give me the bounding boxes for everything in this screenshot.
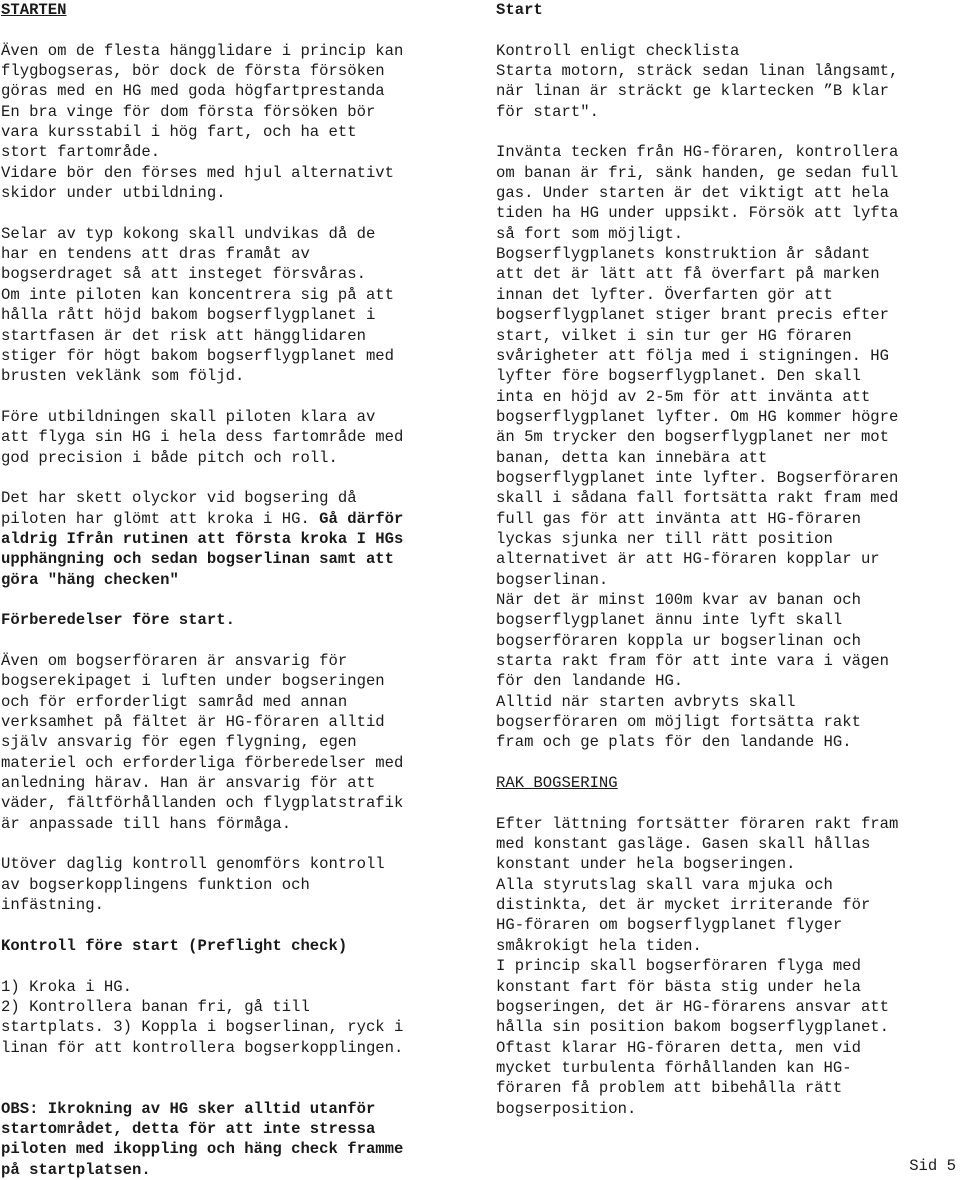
- line-text: Även om bogserföraren är ansvarig för: [1, 652, 348, 670]
- line-text: bogserflygplanet inte lyfter. Bogserföraren: [496, 468, 899, 487]
- line-text: Om inte piloten kan koncentrera sig på att: [1, 285, 395, 304]
- text-line: [496, 651, 958, 671]
- line-text: Förberedelser före start.: [1, 611, 235, 630]
- line-text: om banan är fri, sänk handen, ge sedan full: [496, 163, 899, 182]
- text-line: [496, 732, 958, 752]
- line-text-bold: Gå därför: [319, 509, 404, 528]
- line-text: 1) Kroka i HG.: [1, 977, 133, 996]
- text-line: [1, 305, 479, 325]
- line-text: än 5m trycker den bogserflygplanet ner mot: [496, 428, 890, 447]
- line-text: göras med en HG med goda högfartprestanda: [1, 82, 385, 101]
- line-text: Start: [496, 1, 543, 19]
- text-line: [496, 1038, 958, 1058]
- blank-line: [1, 203, 479, 223]
- text-line: [496, 977, 958, 997]
- text-line: [496, 102, 958, 122]
- line-text: En bra vinge för dom första försöken bör: [1, 102, 376, 121]
- line-text: piloten med ikoppling och häng check framme: [1, 1140, 404, 1159]
- line-text: svårigheter att följa med i stigningen. HG: [496, 346, 890, 365]
- line-text: skidor under utbildning.: [1, 184, 226, 203]
- text-line: [496, 610, 958, 630]
- line-text: av bogserkopplingens funktion och: [1, 875, 310, 894]
- text-line: [496, 915, 958, 935]
- page-number: Sid 5: [909, 1157, 956, 1175]
- line-text: bogserdraget så att insteget försvåras.: [1, 265, 366, 284]
- text-line: [496, 570, 958, 590]
- line-text: anledning härav. Han är ansvarig för att: [1, 774, 376, 793]
- text-line: [1, 142, 479, 162]
- blank-line: [496, 793, 958, 813]
- blank-line: [1, 834, 479, 854]
- line-text: hålla rått höjd bakom bogserflygplanet i: [1, 306, 376, 325]
- line-text: god precision i både pitch och roll.: [1, 448, 338, 467]
- line-text: Efter lättning fortsätter föraren rakt fram: [496, 814, 899, 833]
- line-text: gas. Under starten är det viktigt att hela: [496, 184, 890, 203]
- text-line: [496, 1017, 958, 1037]
- text-line: [1, 1139, 479, 1159]
- text-line: [1, 875, 479, 895]
- line-text: fram och ge plats för den landande HG.: [496, 733, 852, 752]
- line-text: Det har skett olyckor vid bogsering då: [1, 489, 357, 508]
- line-text: bogserflygplanet lyfter. Om HG kommer högre: [496, 407, 899, 426]
- line-text: infästning.: [1, 896, 104, 915]
- line-text: vara kursstabil i hög fart, och ha ett: [1, 123, 357, 142]
- blank-line: [496, 122, 958, 142]
- text-line: [1, 814, 479, 834]
- text-line: [1, 366, 479, 386]
- blank-line: [1, 20, 479, 40]
- line-text: på startplatsen.: [1, 1160, 151, 1179]
- text-line: [1, 285, 479, 305]
- text-line: [496, 346, 958, 366]
- line-text: alternativet är att HG-föraren kopplar ur: [496, 550, 880, 569]
- blank-line: [1, 631, 479, 651]
- text-line: [1, 81, 479, 101]
- text-line: [496, 875, 958, 895]
- text-line: [496, 488, 958, 508]
- text-line: [496, 0, 958, 20]
- line-text: aldrig Ifrån rutinen att första kroka I HGs: [1, 529, 404, 548]
- line-text: när linan är sträckt ge klartecken ”B klar: [496, 82, 890, 101]
- line-text: distinkta, det är mycket irriterande för: [496, 896, 871, 915]
- text-line: [1, 1038, 479, 1058]
- text-line: [1, 1099, 479, 1119]
- text-line: [496, 264, 958, 284]
- text-line: [496, 224, 958, 244]
- text-line: [1, 854, 479, 874]
- line-text: Invänta tecken från HG-föraren, kontrollera: [496, 143, 899, 162]
- text-line: [496, 1078, 958, 1098]
- text-line: [1, 346, 479, 366]
- text-line: [1, 122, 479, 142]
- text-line: [496, 671, 958, 691]
- line-text: konstant fart för bästa stig under hela: [496, 977, 861, 996]
- text-line: [496, 895, 958, 915]
- text-line: [1, 997, 479, 1017]
- line-text: brusten veklänk som följd.: [1, 367, 245, 386]
- text-line: [496, 631, 958, 651]
- blank-line: [1, 590, 479, 610]
- text-line: [496, 427, 958, 447]
- text-line: [496, 997, 958, 1017]
- blank-line: [496, 20, 958, 40]
- line-text: och för erforderligt samråd med annan: [1, 692, 348, 711]
- text-line: [496, 407, 958, 427]
- text-line: [496, 285, 958, 305]
- text-line: [1, 0, 479, 20]
- line-text: STARTEN: [1, 1, 67, 19]
- line-text: för den landande HG.: [496, 672, 684, 691]
- text-line: [1, 407, 479, 427]
- text-line: [1, 1017, 479, 1037]
- line-text: startplats. 3) Koppla i bogserlinan, ryck i: [1, 1018, 404, 1037]
- text-line: [1, 224, 479, 244]
- line-text: startfasen är det risk att hängglidaren: [1, 326, 366, 345]
- line-text: bogserflygplanet stiger brant precis efter: [496, 306, 890, 325]
- text-line: [496, 305, 958, 325]
- text-line: [496, 468, 958, 488]
- line-text: föraren få problem att bibehålla rätt: [496, 1079, 843, 1098]
- text-line: [1, 570, 479, 590]
- line-text: bogserflygplanet ännu inte lyft skall: [496, 611, 843, 630]
- line-text: inta en höjd av 2-5m för att invänta att: [496, 387, 871, 406]
- line-text: startområdet, detta för att inte stressa: [1, 1119, 376, 1138]
- blank-line: [1, 956, 479, 976]
- text-line: [496, 142, 958, 162]
- line-text: Även om de flesta hängglidare i princip kan: [1, 41, 404, 60]
- line-text: bogserlinan.: [496, 570, 609, 589]
- text-line: [496, 203, 958, 223]
- text-line: [1, 671, 479, 691]
- line-text: med konstant gasläge. Gasen skall hållas: [496, 835, 871, 854]
- text-line: [1, 529, 479, 549]
- left-text-column: [1, 0, 479, 1180]
- line-text: Starta motorn, sträck sedan linan långsamt,: [496, 62, 899, 81]
- text-line: [496, 1058, 958, 1078]
- text-line: [1, 793, 479, 813]
- line-text: bogserföraren koppla ur bogserlinan och: [496, 631, 861, 650]
- text-line: [496, 854, 958, 874]
- text-line: [1, 549, 479, 569]
- text-line: [496, 814, 958, 834]
- text-line: [496, 509, 958, 529]
- line-text: piloten har glömt att kroka i HG.: [1, 509, 320, 528]
- text-line: [1, 1119, 479, 1139]
- line-text: Före utbildningen skall piloten klara av: [1, 407, 376, 426]
- blank-line: [496, 753, 958, 773]
- blank-line: [1, 1078, 479, 1098]
- line-text: själv ansvarig för egen flygning, egen: [1, 733, 357, 752]
- line-text: väder, fältförhållanden och flygplatstrafik: [1, 794, 404, 813]
- text-line: [496, 936, 958, 956]
- blank-line: [1, 1058, 479, 1078]
- line-text: HG-föraren om bogserflygplanet flyger: [496, 916, 843, 935]
- text-line: [1, 326, 479, 346]
- text-line: [496, 244, 958, 264]
- text-line: [496, 1099, 958, 1119]
- line-text: full gas för att invänta att HG-föraren: [496, 509, 861, 528]
- text-line: [1, 977, 479, 997]
- line-text: mycket turbulenta förhållanden kan HG-: [496, 1058, 852, 1077]
- line-text: Selar av typ kokong skall undvikas då de: [1, 224, 376, 243]
- line-text: Oftast klarar HG-föraren detta, men vid: [496, 1038, 861, 1057]
- text-line: [1, 102, 479, 122]
- line-text: När det är minst 100m kvar av banan och: [496, 590, 861, 609]
- line-text: stiger för högt bakom bogserflygplanet med: [1, 346, 395, 365]
- line-text: Alla styrutslag skall vara mjuka och: [496, 875, 833, 894]
- text-line: [1, 712, 479, 732]
- line-text: småkrokigt hela tiden.: [496, 936, 702, 955]
- line-text: att flyga sin HG i hela dess fartområde med: [1, 428, 404, 447]
- line-text: att det är lätt att få överfart på marken: [496, 265, 880, 284]
- blank-line: [1, 387, 479, 407]
- text-line: [1, 651, 479, 671]
- line-text: linan för att kontrollera bogserkopplingen.: [1, 1038, 404, 1057]
- text-line: [1, 753, 479, 773]
- line-text: skall i sådana fall fortsätta rakt fram med: [496, 489, 899, 508]
- line-text: för start".: [496, 102, 599, 121]
- text-line: [496, 81, 958, 101]
- line-text: 2) Kontrollera banan fri, gå till: [1, 997, 310, 1016]
- line-text: göra "häng checken": [1, 570, 179, 589]
- text-line: [496, 529, 958, 549]
- line-text: är anpassade till hans förmåga.: [1, 814, 292, 833]
- text-line: [496, 834, 958, 854]
- blank-line: [1, 915, 479, 935]
- text-line: [496, 956, 958, 976]
- text-line: [1, 936, 479, 956]
- line-text: RAK BOGSERING: [496, 774, 618, 793]
- line-text: bogserposition.: [496, 1099, 637, 1118]
- text-line: [496, 590, 958, 610]
- line-text: bogseringen, det är HG-förarens ansvar att: [496, 997, 890, 1016]
- text-line: [496, 326, 958, 346]
- line-text: OBS: Ikrokning av HG sker alltid utanför: [1, 1099, 376, 1118]
- text-line: [496, 549, 958, 569]
- line-text: upphängning och sedan bogserlinan samt att: [1, 550, 395, 569]
- line-text: bogserföraren om möjligt fortsätta rakt: [496, 713, 861, 732]
- text-line: [1, 732, 479, 752]
- line-text: konstant under hela bogseringen.: [496, 855, 796, 874]
- text-line: [496, 61, 958, 81]
- blank-line: [1, 468, 479, 488]
- text-line: [1, 509, 479, 529]
- text-line: [496, 448, 958, 468]
- text-line: [496, 163, 958, 183]
- line-text: start, vilket i sin tur ger HG föraren: [496, 326, 852, 345]
- text-line: [1, 427, 479, 447]
- text-line: [496, 183, 958, 203]
- text-line: [1, 448, 479, 468]
- line-text: Kontroll före start (Preflight check): [1, 936, 348, 955]
- text-line: [1, 61, 479, 81]
- line-text: Utöver daglig kontroll genomförs kontroll: [1, 855, 385, 874]
- line-text: Bogserflygplanets konstruktion år sådant: [496, 245, 871, 264]
- text-line: [1, 1160, 479, 1180]
- line-text: tiden ha HG under uppsikt. Försök att lyfta: [496, 204, 899, 223]
- text-line: [1, 183, 479, 203]
- text-line: [1, 895, 479, 915]
- line-text: lyckas sjunka ner till rätt position: [496, 529, 833, 548]
- line-text: Kontroll enligt checklista: [496, 41, 740, 60]
- text-line: [496, 692, 958, 712]
- line-text: hålla sin position bakom bogserflygplanet.: [496, 1018, 890, 1037]
- line-text: flygbogseras, bör dock de första försöken: [1, 62, 385, 81]
- text-line: [1, 163, 479, 183]
- text-line: [1, 488, 479, 508]
- text-line: [496, 366, 958, 386]
- line-text: har en tendens att dras framåt av: [1, 245, 310, 264]
- line-text: I princip skall bogserföraren flyga med: [496, 957, 861, 976]
- line-text: så fort som möjligt.: [496, 224, 684, 243]
- text-line: [496, 41, 958, 61]
- line-text: verksamhet på fältet är HG-föraren alltid: [1, 713, 385, 732]
- text-line: [496, 712, 958, 732]
- line-text: starta rakt fram för att inte vara i vägen: [496, 652, 890, 670]
- text-line: [1, 41, 479, 61]
- line-text: stort fartområde.: [1, 143, 161, 162]
- line-text: lyfter före bogserflygplanet. Den skall: [496, 367, 861, 386]
- line-text: banan, detta kan innebära att: [496, 448, 768, 467]
- text-line: [1, 692, 479, 712]
- text-line: [1, 244, 479, 264]
- line-text: innan det lyfter. Överfarten gör att: [496, 285, 833, 304]
- right-text-column: [496, 0, 958, 1119]
- text-line: [496, 387, 958, 407]
- line-text: Alltid när starten avbryts skall: [496, 692, 796, 711]
- line-text: materiel och erforderliga förberedelser med: [1, 753, 404, 772]
- text-line: [1, 264, 479, 284]
- line-text: bogserekipaget i luften under bogseringen: [1, 672, 385, 691]
- text-line: [1, 773, 479, 793]
- line-text: Vidare bör den förses med hjul alternativt: [1, 163, 395, 182]
- text-line: [1, 610, 479, 630]
- text-line: [496, 773, 958, 793]
